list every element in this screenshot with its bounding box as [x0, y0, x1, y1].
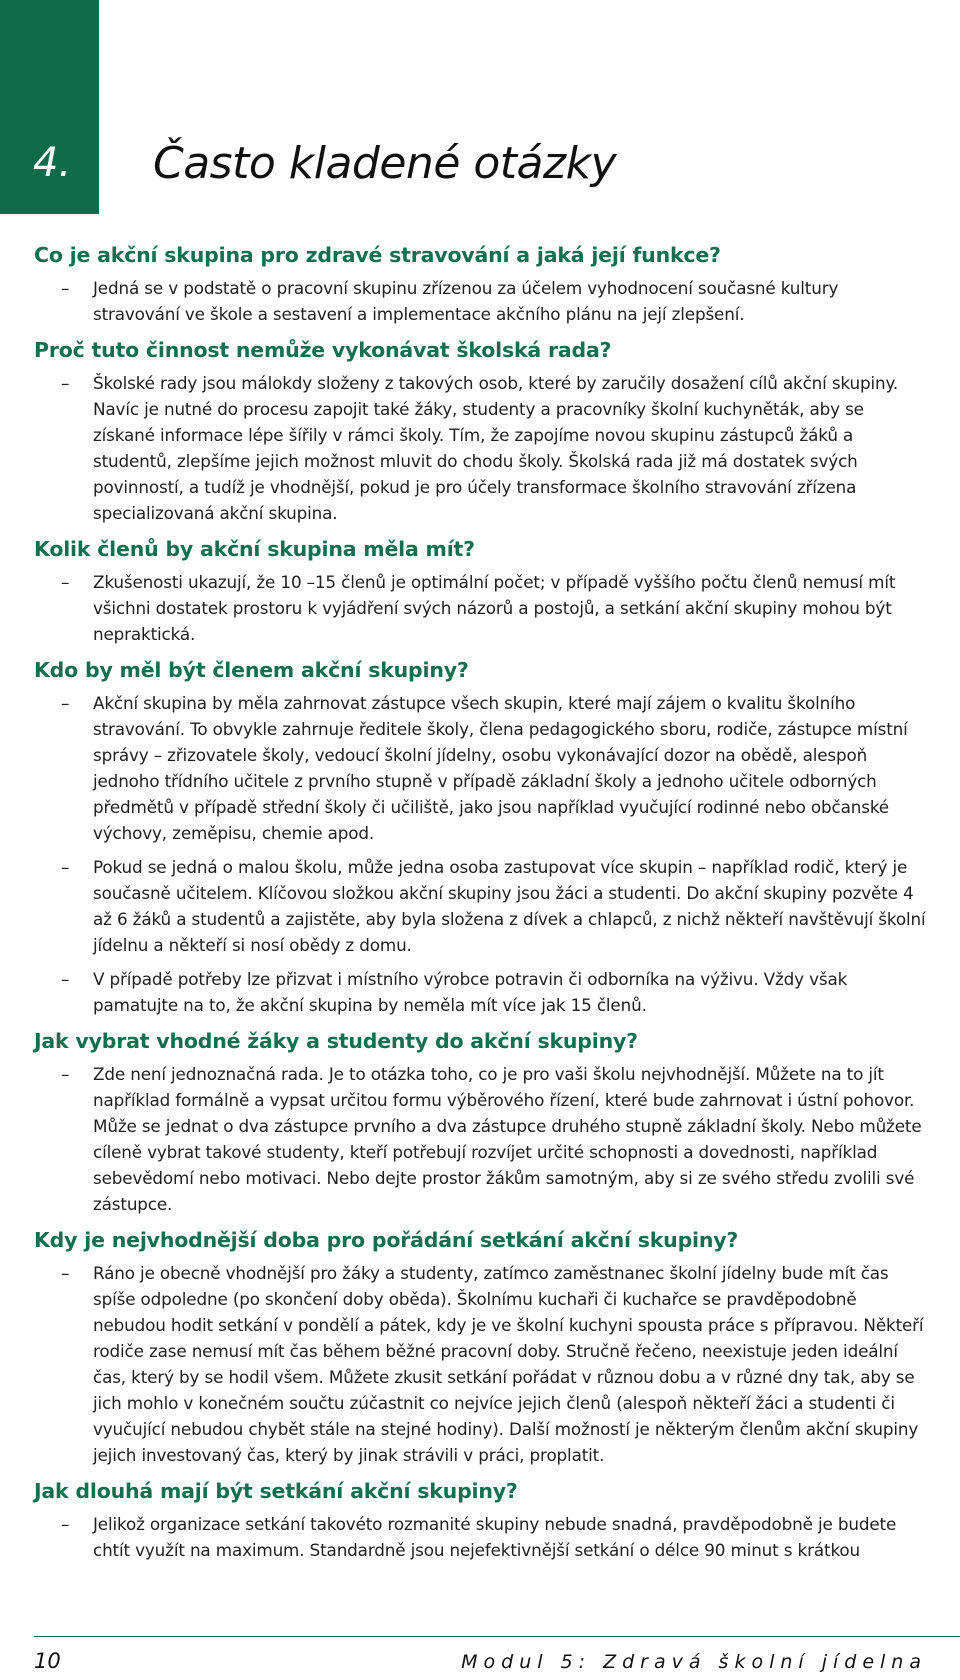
faq-content: [34, 240, 926, 1571]
faq-answer: [34, 1061, 926, 1217]
dash-bullet: –: [61, 693, 70, 713]
answer-text: Jedná se v podstatě o pracovní skupinu zřízenou za účelem vyhodnocení současné kultury stravování ve škole a sestavení a implementace akčního plánu na její zlepšení.: [93, 278, 839, 324]
answer-text: Zde není jednoznačná rada. Je to otázka toho, co je pro vaši školu nejvhodnější. Můžete na to jít například formálně a vypsat určitou formu výběrového řízení, které bude zahrnovat i ústní pohovor. Může se jednat o dva zástupce prvního a dva zástupce druhého stupně základní školy. Nebo můžete cíleně vybrat takové studenty, kteří potřebují rozvíjet určité schopnosti a dovednosti, například sebevědomí nebo motivaci. Nebo dejte prostor žákům samotným, aby si ze svého středu zvolili své zástupce.: [93, 1064, 922, 1214]
dash-bullet: –: [61, 1064, 70, 1084]
faq-answer: [34, 370, 926, 526]
answer-text: Školské rady jsou málokdy složeny z takových osob, které by zaručily dosažení cílů akční skupiny. Navíc je nutné do procesu zapojit také žáky, studenty a pracovníky školní kuchyněták, aby se získané informace lépe šířily v rámci školy. Tím, že zapojíme novou skupinu zástupců žáků a studentů, zlepšíme jejich možnost mluvit do chodu školy. Školská rada již má dostatek svých povinností, a tudíž je vhodnější, pokud je pro účely transformace školního stravování zřízena specializovaná akční skupina.: [93, 373, 899, 523]
dash-bullet: –: [61, 373, 70, 393]
dash-bullet: –: [61, 1514, 70, 1534]
answer-text: Akční skupina by měla zahrnovat zástupce všech skupin, které mají zájem o kvalitu školního stravování. To obvykle zahrnuje ředitele školy, člena pedagogického sboru, rodiče, zástupce místní správy – zřizovatele školy, vedoucí školní jídelny, osobu vykonávající dozor na obědě, alespoň jednoho třídního učitele z prvního stupně v případě základní školy a jednoho učitele odborných předmětů v případě střední školy či učiliště, jako jsou například vyučující rodinné nebo občanské výchovy, zeměpisu, chemie apod.: [93, 693, 908, 843]
faq-answer: [34, 690, 926, 846]
dash-bullet: –: [61, 857, 70, 877]
faq-answer: [34, 966, 926, 1018]
dash-bullet: –: [61, 969, 70, 989]
answer-text: Zkušenosti ukazují, že 10 –15 členů je optimální počet; v případě vyššího počtu členů nemusí mít všichni dostatek prostoru k vyjádření svých názorů a postojů, a setkání akční skupiny mohou být nepraktická.: [93, 572, 896, 644]
chapter-title: Často kladené otázky: [153, 138, 617, 189]
faq-answer: [34, 1260, 926, 1468]
footer-module-title: Modul 5: Zdravá školní jídelna: [461, 1651, 927, 1673]
faq-answer: [34, 854, 926, 958]
faq-answer: [34, 569, 926, 647]
faq-question: Kolik členů by akční skupina měla mít?: [34, 537, 475, 561]
answer-text: Pokud se jedná o malou školu, může jedna osoba zastupovat více skupin – například rodič, který je současně učitelem. Klíčovou složkou akční skupiny jsou žáci a studenti. Do akční skupiny pozvěte 4 až 6 žáků a studentů a zajistěte, aby byla složena z dívek a chlapců, z nichž někteří navštěvují školní jídelnu a někteří si nosí obědy z domu.: [93, 857, 926, 955]
page-number: 10: [34, 1649, 61, 1673]
answer-text: Ráno je obecně vhodnější pro žáky a studenty, zatímco zaměstnanec školní jídelny bude mít čas spíše odpoledne (po skončení doby oběda). Školnímu kuchaři či kuchařce se pravděpodobně nebudou hodit setkání v pondělí a pátek, kdy je ve školní kuchyni spousta práce s přípravou. Někteří rodiče zase nemusí mít čas během běžné pracovní doby. Stručně řečeno, neexistuje jeden ideální čas, který by se hodil všem. Můžete zkusit setkání pořádat v různou dobu a v různé dny tak, aby se jich mohlo v konečném součtu zúčastnit co nejvíce jejich členů (alespoň někteří žáci a studenti či vyučující nebudou chybět stále na stejné hodiny). Další možností je některým členům akční skupiny jejich investovaný čas, který by jinak strávili v práci, proplatit.: [93, 1263, 924, 1465]
faq-question: Jak vybrat vhodné žáky a studenty do akční skupiny?: [34, 1029, 638, 1053]
chapter-number: 4.: [33, 140, 72, 186]
faq-answer: [34, 275, 926, 327]
faq-question: Jak dlouhá mají být setkání akční skupiny?: [34, 1479, 518, 1503]
faq-answer: [34, 1511, 926, 1563]
answer-text: V případě potřeby lze přizvat i místního výrobce potravin či odborníka na výživu. Vždy však pamatujte na to, že akční skupina by neměla mít více jak 15 členů.: [93, 969, 848, 1015]
faq-question: Co je akční skupina pro zdravé stravování a jaká její funkce?: [34, 243, 721, 267]
answer-text: Jelikož organizace setkání takovéto rozmanité skupiny nebude snadná, pravděpodobně je budete chtít využít na maximum. Standardně jsou nejefektivnější setkání o délce 90 minut s krátkou: [93, 1514, 897, 1560]
footer-divider: [34, 1636, 960, 1637]
chapter-color-block: [0, 0, 99, 214]
dash-bullet: –: [61, 1263, 70, 1283]
faq-question: Kdy je nejvhodnější doba pro pořádání setkání akční skupiny?: [34, 1228, 739, 1252]
faq-question: Kdo by měl být členem akční skupiny?: [34, 658, 469, 682]
dash-bullet: –: [61, 278, 70, 298]
dash-bullet: –: [61, 572, 70, 592]
faq-question: Proč tuto činnost nemůže vykonávat školská rada?: [34, 338, 612, 362]
